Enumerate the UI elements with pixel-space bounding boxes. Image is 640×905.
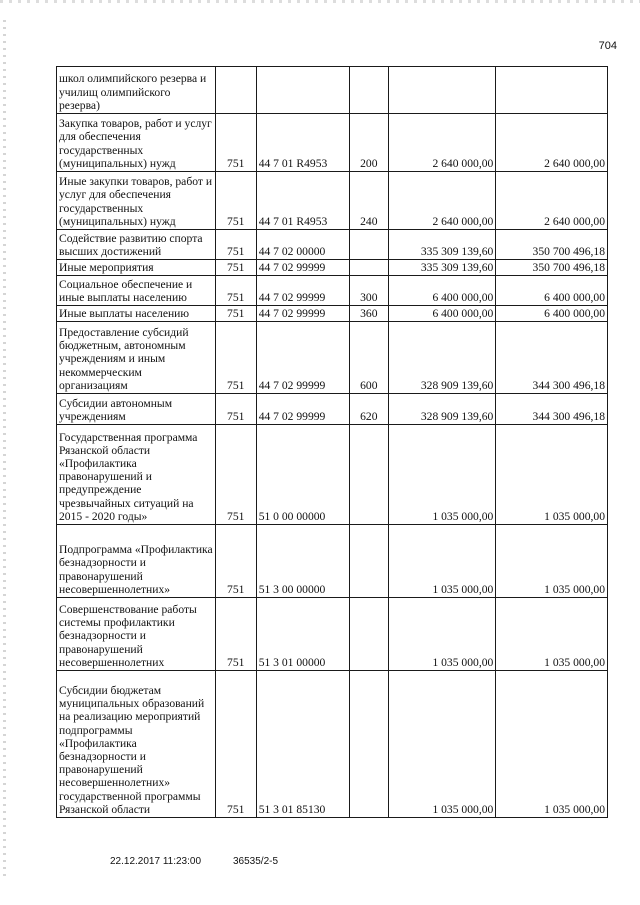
cell-sum-2: 1 035 000,00 — [496, 525, 608, 598]
cell-name: Совершенствование работы системы профилактики безнадзорности и правонарушений несовершеннолетних — [57, 598, 216, 671]
cell-vr — [349, 671, 388, 818]
table-row — [57, 425, 608, 525]
cell-csr: 51 0 00 00000 — [256, 425, 349, 525]
cell-sum-2: 1 035 000,00 — [496, 598, 608, 671]
table-row — [57, 322, 608, 394]
cell-ved: 751 — [215, 260, 256, 276]
cell-vr — [349, 525, 388, 598]
cell-vr — [349, 425, 388, 525]
cell-name: Иные мероприятия — [57, 260, 216, 276]
cell-vr — [349, 230, 388, 260]
table-row — [57, 67, 608, 114]
table-row — [57, 525, 608, 598]
table-row — [57, 306, 608, 322]
cell-sum-2: 2 640 000,00 — [496, 114, 608, 172]
cell-name: Предоставление субсидий бюджетным, автономным учреждениям и иным некоммерческим организациям — [57, 322, 216, 394]
cell-ved — [215, 67, 256, 114]
cell-name: Субсидии автономным учреждениям — [57, 394, 216, 425]
cell-sum-1: 6 400 000,00 — [388, 306, 496, 322]
table-row — [57, 260, 608, 276]
cell-csr: 44 7 02 99999 — [256, 322, 349, 394]
cell-ved: 751 — [215, 230, 256, 260]
cell-ved: 751 — [215, 425, 256, 525]
cell-sum-1: 1 035 000,00 — [388, 425, 496, 525]
cell-csr: 44 7 01 R4953 — [256, 172, 349, 230]
cell-ved: 751 — [215, 306, 256, 322]
cell-vr: 240 — [349, 172, 388, 230]
cell-sum-1: 1 035 000,00 — [388, 525, 496, 598]
footer-timestamp: 22.12.2017 11:23:00 — [110, 856, 202, 867]
scan-edge-top — [0, 0, 640, 3]
cell-vr: 360 — [349, 306, 388, 322]
cell-sum-2: 1 035 000,00 — [496, 425, 608, 525]
cell-csr: 44 7 02 00000 — [256, 230, 349, 260]
cell-vr — [349, 598, 388, 671]
cell-name: Социальное обеспечение и иные выплаты населению — [57, 276, 216, 306]
footer-document-id: 36535/2-5 — [233, 856, 279, 867]
cell-sum-2: 350 700 496,18 — [496, 230, 608, 260]
table-row — [57, 394, 608, 425]
cell-sum-1: 328 909 139,60 — [388, 322, 496, 394]
cell-sum-2: 344 300 496,18 — [496, 394, 608, 425]
cell-sum-1: 335 309 139,60 — [388, 260, 496, 276]
cell-sum-1: 2 640 000,00 — [388, 172, 496, 230]
cell-vr: 300 — [349, 276, 388, 306]
budget-table — [56, 66, 608, 818]
table-row — [57, 671, 608, 818]
page-number: 704 — [598, 40, 617, 52]
cell-ved: 751 — [215, 322, 256, 394]
cell-sum-1 — [388, 67, 496, 114]
cell-name: Иные выплаты населению — [57, 306, 216, 322]
cell-vr: 600 — [349, 322, 388, 394]
cell-vr: 200 — [349, 114, 388, 172]
table-row — [57, 114, 608, 172]
cell-csr: 44 7 02 99999 — [256, 306, 349, 322]
cell-sum-2: 6 400 000,00 — [496, 306, 608, 322]
cell-csr: 44 7 02 99999 — [256, 276, 349, 306]
cell-csr: 51 3 01 00000 — [256, 598, 349, 671]
cell-sum-1: 328 909 139,60 — [388, 394, 496, 425]
cell-vr — [349, 67, 388, 114]
cell-vr — [349, 260, 388, 276]
cell-sum-1: 1 035 000,00 — [388, 671, 496, 818]
cell-sum-1: 2 640 000,00 — [388, 114, 496, 172]
cell-sum-2: 344 300 496,18 — [496, 322, 608, 394]
cell-sum-2 — [496, 67, 608, 114]
cell-csr: 51 3 00 00000 — [256, 525, 349, 598]
cell-ved: 751 — [215, 598, 256, 671]
cell-sum-1: 6 400 000,00 — [388, 276, 496, 306]
cell-ved: 751 — [215, 172, 256, 230]
cell-ved: 751 — [215, 525, 256, 598]
cell-name: Государственная программа Рязанской области «Профилактика правонарушений и предупреждение чрезвычайных ситуаций на 2015 - 2020 годы» — [57, 425, 216, 525]
cell-sum-2: 1 035 000,00 — [496, 671, 608, 818]
cell-ved: 751 — [215, 394, 256, 425]
table-row — [57, 598, 608, 671]
cell-sum-1: 1 035 000,00 — [388, 598, 496, 671]
cell-csr — [256, 67, 349, 114]
cell-name: школ олимпийского резерва и училищ олимпийского резерва) — [57, 67, 216, 114]
cell-csr: 44 7 02 99999 — [256, 394, 349, 425]
cell-sum-2: 6 400 000,00 — [496, 276, 608, 306]
cell-csr: 51 3 01 85130 — [256, 671, 349, 818]
cell-vr: 620 — [349, 394, 388, 425]
table-row — [57, 276, 608, 306]
cell-name: Подпрограмма «Профилактика безнадзорности и правонарушений несовершеннолетних» — [57, 525, 216, 598]
cell-name: Иные закупки товаров, работ и услуг для обеспечения государственных (муниципальных) нужд — [57, 172, 216, 230]
scan-edge-left — [3, 20, 6, 880]
cell-name: Содействие развитию спорта высших достижений — [57, 230, 216, 260]
cell-name: Закупка товаров, работ и услуг для обеспечения государственных (муниципальных) нужд — [57, 114, 216, 172]
cell-csr: 44 7 02 99999 — [256, 260, 349, 276]
table-row — [57, 230, 608, 260]
cell-ved: 751 — [215, 671, 256, 818]
cell-name: Субсидии бюджетам муниципальных образований на реализацию мероприятий подпрограммы «Профилактика безнадзорности и правонарушений несовершеннолетних» государственной программы Рязанской области — [57, 671, 216, 818]
cell-sum-2: 2 640 000,00 — [496, 172, 608, 230]
cell-csr: 44 7 01 R4953 — [256, 114, 349, 172]
cell-sum-2: 350 700 496,18 — [496, 260, 608, 276]
table-row — [57, 172, 608, 230]
cell-sum-1: 335 309 139,60 — [388, 230, 496, 260]
cell-ved: 751 — [215, 114, 256, 172]
cell-ved: 751 — [215, 276, 256, 306]
